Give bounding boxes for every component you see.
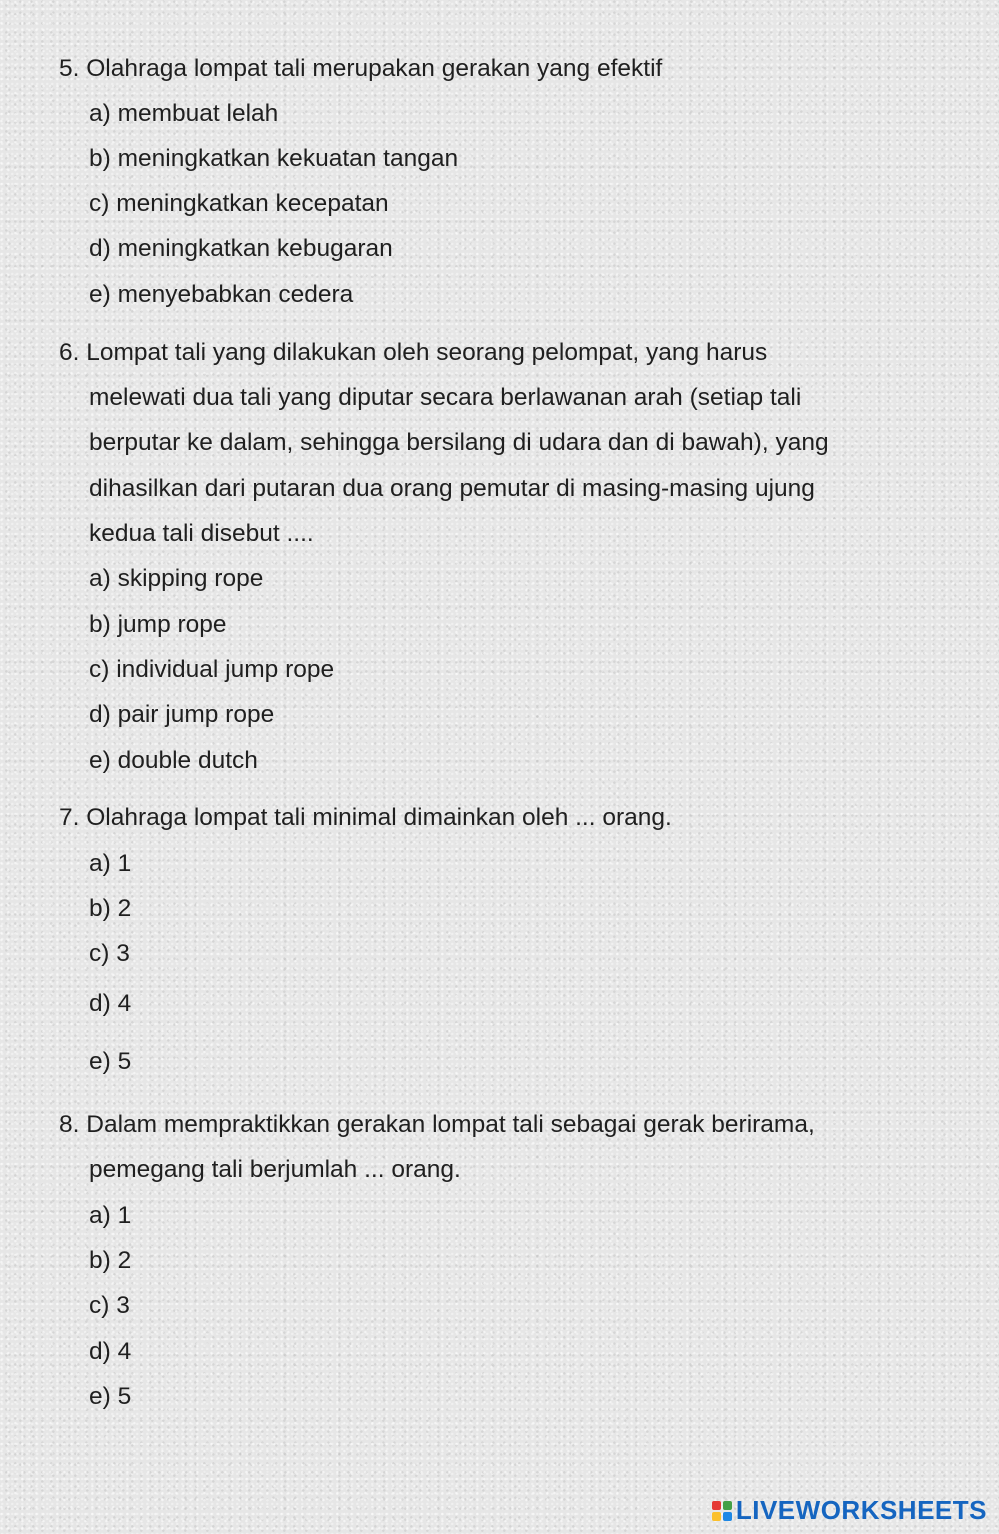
answer-option[interactable]: d) pair jump rope — [89, 701, 275, 728]
logo-square — [712, 1512, 721, 1521]
question-6-text — [59, 338, 767, 368]
answer-option[interactable]: e) 5 — [89, 1383, 132, 1410]
answer-option[interactable]: a) skipping rope — [89, 565, 264, 592]
watermark-text: LIVEWORKSHEETS — [735, 1495, 987, 1525]
answer-option[interactable]: d) meningkatkan kebugaran — [89, 235, 393, 262]
liveworksheets-watermark — [712, 1495, 987, 1526]
question-line: Olahraga lompat tali merupakan gerakan yang efektif — [86, 55, 663, 82]
question-line: pemegang tali berjumlah ... orang. — [89, 1156, 461, 1183]
question-5-text — [59, 54, 662, 84]
question-number: 8. — [59, 1111, 80, 1138]
answer-option[interactable]: e) double dutch — [89, 747, 258, 774]
logo-square — [723, 1512, 732, 1521]
question-line: dihasilkan dari putaran dua orang pemutar di masing-masing ujung — [89, 475, 815, 502]
question-line: melewati dua tali yang diputar secara berlawanan arah (setiap tali — [89, 384, 802, 411]
answer-option[interactable]: c) 3 — [89, 1292, 130, 1319]
answer-option[interactable]: d) 4 — [89, 990, 132, 1017]
question-line: berputar ke dalam, sehingga bersilang di udara dan di bawah), yang — [89, 429, 829, 456]
answer-option[interactable]: a) membuat lelah — [89, 100, 279, 127]
question-number: 7. — [59, 804, 80, 831]
question-line: Olahraga lompat tali minimal dimainkan oleh ... orang. — [86, 804, 672, 831]
answer-option[interactable]: b) 2 — [89, 1247, 132, 1274]
answer-option[interactable]: b) 2 — [89, 895, 132, 922]
question-line: Dalam mempraktikkan gerakan lompat tali sebagai gerak berirama, — [86, 1111, 815, 1138]
answer-option[interactable]: c) meningkatkan kecepatan — [89, 190, 389, 217]
answer-option[interactable]: a) 1 — [89, 1202, 132, 1229]
answer-option[interactable]: e) 5 — [89, 1048, 132, 1075]
question-number: 6. — [59, 339, 80, 366]
answer-option[interactable]: b) jump rope — [89, 611, 227, 638]
answer-option[interactable]: d) 4 — [89, 1338, 132, 1365]
logo-square — [723, 1501, 732, 1510]
question-line: kedua tali disebut .... — [89, 520, 314, 547]
answer-option[interactable]: a) 1 — [89, 850, 132, 877]
liveworksheets-logo-icon — [712, 1501, 732, 1521]
question-line: Lompat tali yang dilakukan oleh seorang pelompat, yang harus — [86, 339, 768, 366]
logo-square — [712, 1501, 721, 1510]
answer-option[interactable]: b) meningkatkan kekuatan tangan — [89, 145, 459, 172]
question-7-text — [59, 803, 672, 833]
answer-option[interactable]: c) 3 — [89, 940, 130, 967]
question-number: 5. — [59, 55, 80, 82]
answer-option[interactable]: e) menyebabkan cedera — [89, 281, 354, 308]
answer-option[interactable]: c) individual jump rope — [89, 656, 335, 683]
question-8-text — [59, 1110, 815, 1140]
